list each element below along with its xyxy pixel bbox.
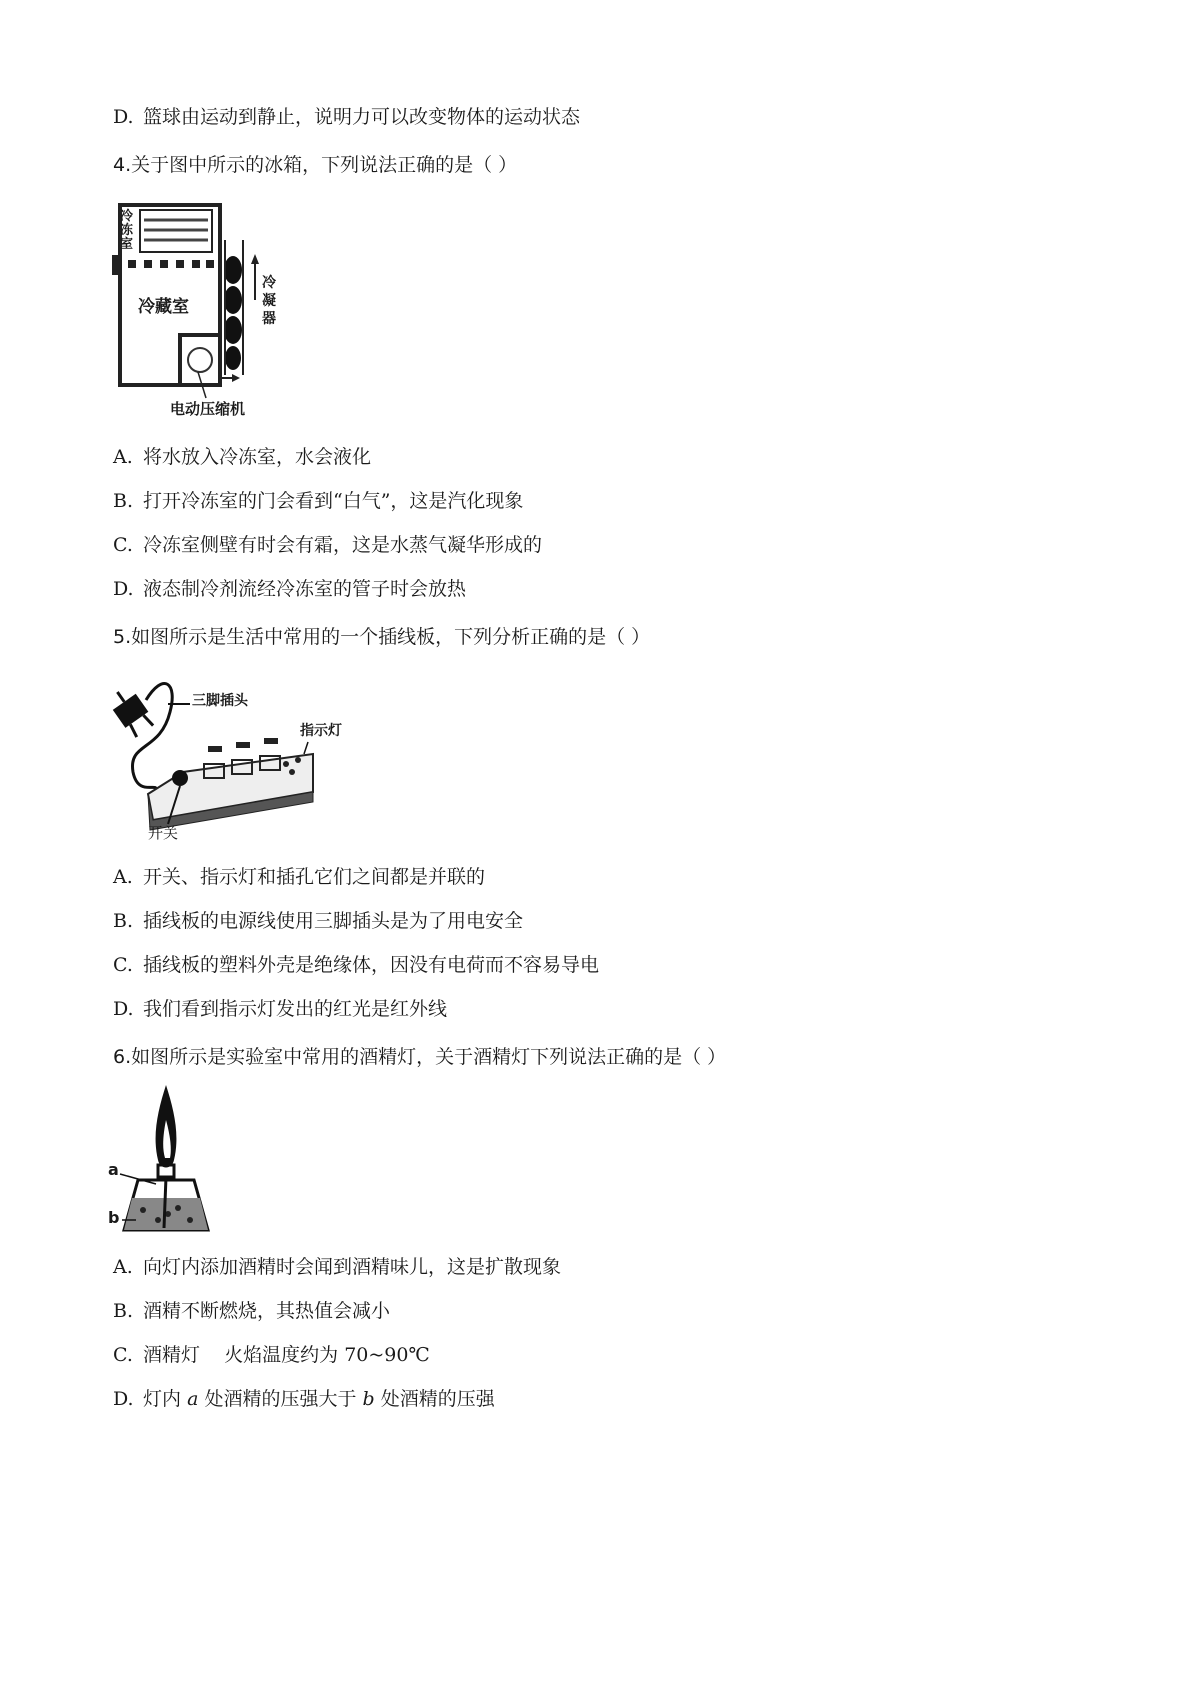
- q6-option-d: [113, 1386, 495, 1412]
- option-text: 冷冻室侧壁有时会有霜，这是水蒸气凝华形成的: [143, 534, 543, 556]
- q5-option-a: [113, 864, 485, 890]
- option-text: 打开冷冻室的门会看到“白气”，这是汽化现象: [143, 490, 524, 512]
- q4-option-a: [113, 444, 371, 470]
- variable-a: a: [187, 1388, 199, 1410]
- option-text: 我们看到指示灯发出的红光是红外线: [143, 998, 448, 1020]
- option-text: 插线板的塑料外壳是绝缘体，因没有电荷而不容易导电: [143, 954, 600, 976]
- option-letter: D.: [113, 998, 134, 1020]
- label-a: a: [108, 1160, 119, 1179]
- option-letter: A.: [113, 1256, 133, 1278]
- option-letter: C.: [113, 534, 133, 556]
- condenser-label: 冷凝器: [262, 275, 276, 327]
- q6-option-c: [113, 1342, 430, 1368]
- option-letter: A.: [113, 446, 133, 468]
- compressor-label: 电动压缩机: [170, 400, 246, 418]
- q5-option-b: [113, 908, 523, 934]
- q6-option-b: [113, 1298, 390, 1324]
- option-text-part: 处酒精的压强: [380, 1388, 495, 1410]
- option-letter: A.: [113, 866, 133, 888]
- q6-alcohol-lamp-figure: [108, 1080, 228, 1240]
- option-text: 向灯内添加酒精时会闻到酒精味儿，这是扩散现象: [143, 1256, 562, 1278]
- q3-option-d: [113, 104, 580, 130]
- option-letter: C.: [113, 1344, 133, 1366]
- option-text: 篮球由运动到静止，说明力可以改变物体的运动状态: [143, 106, 581, 128]
- option-letter: D.: [113, 1388, 134, 1410]
- option-letter: B.: [113, 1300, 134, 1322]
- q5-option-c: [113, 952, 599, 978]
- option-text-part: 灯内: [143, 1388, 182, 1410]
- q4-stem: 4.关于图中所示的冰箱，下列说法正确的是（ ）: [113, 154, 518, 176]
- option-text: 酒精灯 火焰温度约为 70~90℃: [143, 1344, 430, 1366]
- option-letter: D.: [113, 578, 134, 600]
- q4-option-c: [113, 532, 542, 558]
- option-text: 插线板的电源线使用三脚插头是为了用电安全: [143, 910, 524, 932]
- q4-fridge-figure: [110, 200, 290, 425]
- option-letter: C.: [113, 954, 133, 976]
- q5-option-d: [113, 996, 447, 1022]
- option-letter: B.: [113, 490, 134, 512]
- option-text: 液态制冷剂流经冷冻室的管子时会放热: [143, 578, 467, 600]
- option-letter: B.: [113, 910, 134, 932]
- fridge-label: 冷藏室: [138, 297, 189, 317]
- q5-power-strip-figure: [108, 672, 368, 862]
- option-text-part: 处酒精的压强大于: [204, 1388, 357, 1410]
- q6-option-a: [113, 1254, 561, 1280]
- indicator-label: 指示灯: [300, 723, 342, 739]
- switch-label: 开关: [148, 824, 179, 842]
- freezer-label: 冷冻室: [120, 209, 134, 252]
- option-text: 酒精不断燃烧，其热值会减小: [143, 1300, 391, 1322]
- option-text: 开关、指示灯和插孔它们之间都是并联的: [143, 866, 486, 888]
- option-text: 将水放入冷冻室，水会液化: [143, 446, 372, 468]
- q4-option-b: [113, 488, 523, 514]
- q6-stem: 6.如图所示是实验室中常用的酒精灯，关于酒精灯下列说法正确的是（ ）: [113, 1046, 727, 1068]
- q5-stem: 5.如图所示是生活中常用的一个插线板，下列分析正确的是（ ）: [113, 626, 651, 648]
- option-letter: D.: [113, 106, 134, 128]
- q4-option-d: [113, 576, 466, 602]
- plug-label: 三脚插头: [192, 693, 248, 709]
- label-b: b: [108, 1208, 120, 1227]
- variable-b: b: [362, 1388, 375, 1410]
